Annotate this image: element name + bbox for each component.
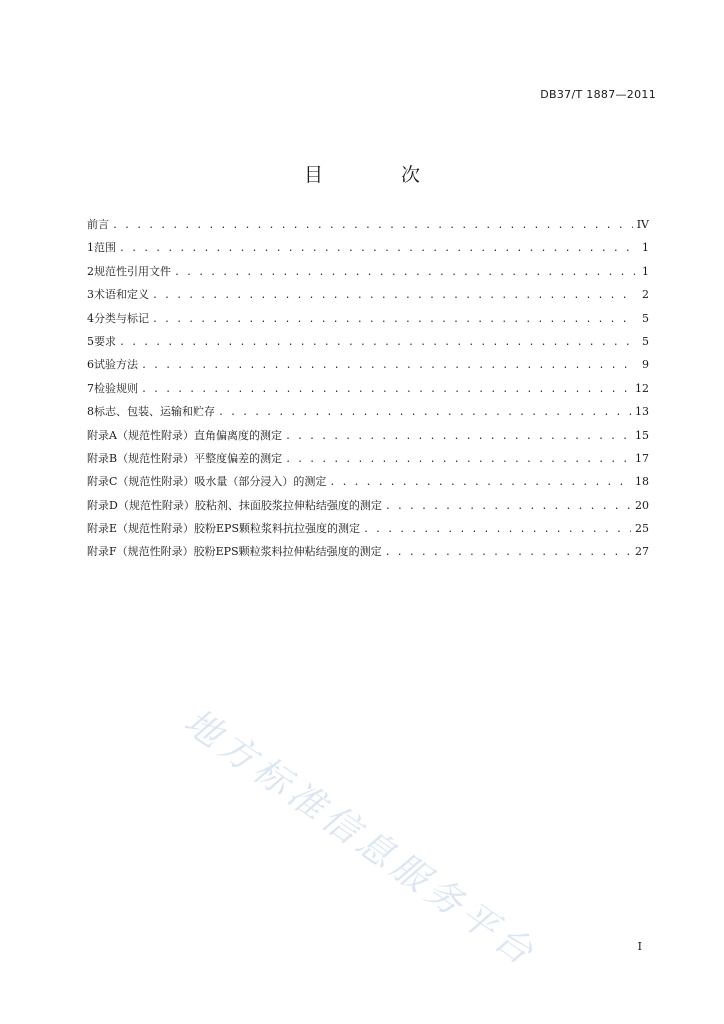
- toc-entry-2[interactable]: [87, 263, 649, 286]
- toc-entry-page: 25: [635, 522, 649, 536]
- toc-entry-number: 3: [87, 288, 94, 302]
- toc-appendix-prefix: 附录D（规范性附录）: [87, 498, 195, 512]
- toc-entry-page: 1: [642, 241, 649, 255]
- toc-entry-number: 2: [87, 264, 94, 278]
- toc-leader-dots: [112, 218, 633, 231]
- toc-entry-1[interactable]: [87, 239, 649, 262]
- toc-leader-dots: [385, 499, 631, 512]
- page-title: 目 次: [303, 164, 457, 186]
- toc-leader-dots: [119, 335, 635, 348]
- toc-entry-number: 7: [87, 381, 94, 395]
- document-code: DB37/T 1887—2011: [540, 88, 656, 101]
- page-number: I: [637, 940, 642, 953]
- toc-entry-page: 12: [635, 381, 649, 395]
- toc-entry-label: 胶粘剂、抹面胶浆拉伸粘结强度的测定: [194, 498, 382, 512]
- toc-leader-dots: [141, 358, 635, 371]
- toc-leader-dots: [141, 382, 631, 395]
- toc-entry-page: 9: [642, 358, 649, 372]
- toc-appendix-prefix: 附录B（规范性附录）: [87, 451, 195, 465]
- toc-entry-appendix-a[interactable]: [87, 427, 649, 450]
- toc-entry-8[interactable]: [87, 403, 649, 426]
- toc-entry-label: 胶粉EPS颗粒浆料拉伸粘结强度的测定: [193, 545, 382, 559]
- toc-leader-dots: [218, 405, 631, 418]
- toc-appendix-prefix: 附录A（规范性附录）: [87, 428, 194, 442]
- toc-entry-page: 5: [642, 311, 649, 325]
- toc-entry-label: 前言: [87, 218, 109, 231]
- toc-entry-appendix-e[interactable]: [87, 520, 649, 543]
- toc-entry-label: 胶粉EPS颗粒浆料抗拉强度的测定: [194, 522, 360, 536]
- toc-leader-dots: [329, 475, 631, 488]
- toc-entry-label: 检验规则: [94, 381, 138, 395]
- toc-leader-dots: [385, 545, 631, 558]
- toc-entry-number: 8: [87, 405, 94, 419]
- toc-entry-page: 5: [642, 334, 649, 348]
- toc-entry-label: 范围: [94, 241, 117, 255]
- toc-entry-label: 标志、包装、运输和贮存: [94, 405, 215, 419]
- toc-appendix-prefix: 附录F（规范性附录）: [87, 545, 194, 559]
- toc-entry-page: 17: [635, 451, 649, 465]
- toc-entry-page: 20: [635, 498, 649, 512]
- toc-entry-page: 2: [642, 288, 649, 302]
- toc-entry-foreword[interactable]: [87, 216, 649, 239]
- toc-entry-7[interactable]: [87, 380, 649, 403]
- toc-leader-dots: [285, 452, 631, 465]
- toc-entry-number: 5: [87, 334, 94, 348]
- toc-entry-page: 13: [635, 405, 649, 419]
- toc-appendix-prefix: 附录E（规范性附录）: [87, 522, 195, 536]
- toc-entry-label: 平整度偏差的测定: [194, 451, 283, 465]
- watermark-text: 地方标准信息服务平台: [176, 701, 545, 976]
- toc-entry-page: 18: [635, 475, 649, 489]
- toc-entry-appendix-c[interactable]: [87, 473, 649, 496]
- toc-entry-number: 1: [87, 241, 94, 255]
- toc-entry-appendix-b[interactable]: [87, 450, 649, 473]
- toc-entry-4[interactable]: [87, 310, 649, 333]
- toc-leader-dots: [174, 265, 635, 278]
- toc-leader-dots: [152, 288, 635, 301]
- toc-entry-label: 规范性引用文件: [94, 264, 171, 278]
- toc-entry-page: 1: [642, 264, 649, 278]
- toc-entry-page: 15: [635, 428, 649, 442]
- toc-entry-number: 4: [87, 311, 94, 325]
- table-of-contents: [87, 216, 649, 567]
- toc-entry-page: 27: [635, 545, 649, 559]
- toc-entry-5[interactable]: [87, 333, 649, 356]
- toc-leader-dots: [285, 429, 631, 442]
- toc-entry-6[interactable]: [87, 356, 649, 379]
- toc-entry-number: 6: [87, 358, 94, 372]
- toc-entry-page: IV: [636, 218, 649, 231]
- toc-entry-label: 分类与标记: [94, 311, 149, 325]
- toc-leader-dots: [363, 522, 631, 535]
- toc-leader-dots: [119, 241, 635, 254]
- toc-entry-label: 吸水量（部分浸入）的测定: [194, 475, 327, 489]
- toc-leader-dots: [152, 312, 635, 325]
- toc-entry-label: 试验方法: [94, 358, 138, 372]
- toc-entry-label: 要求: [94, 334, 117, 348]
- toc-appendix-prefix: 附录C（规范性附录）: [87, 475, 195, 489]
- toc-entry-appendix-f[interactable]: [87, 543, 649, 566]
- toc-entry-appendix-d[interactable]: [87, 497, 649, 520]
- toc-entry-label: 直角偏离度的测定: [193, 428, 282, 442]
- toc-entry-label: 术语和定义: [94, 288, 149, 302]
- toc-entry-3[interactable]: [87, 286, 649, 309]
